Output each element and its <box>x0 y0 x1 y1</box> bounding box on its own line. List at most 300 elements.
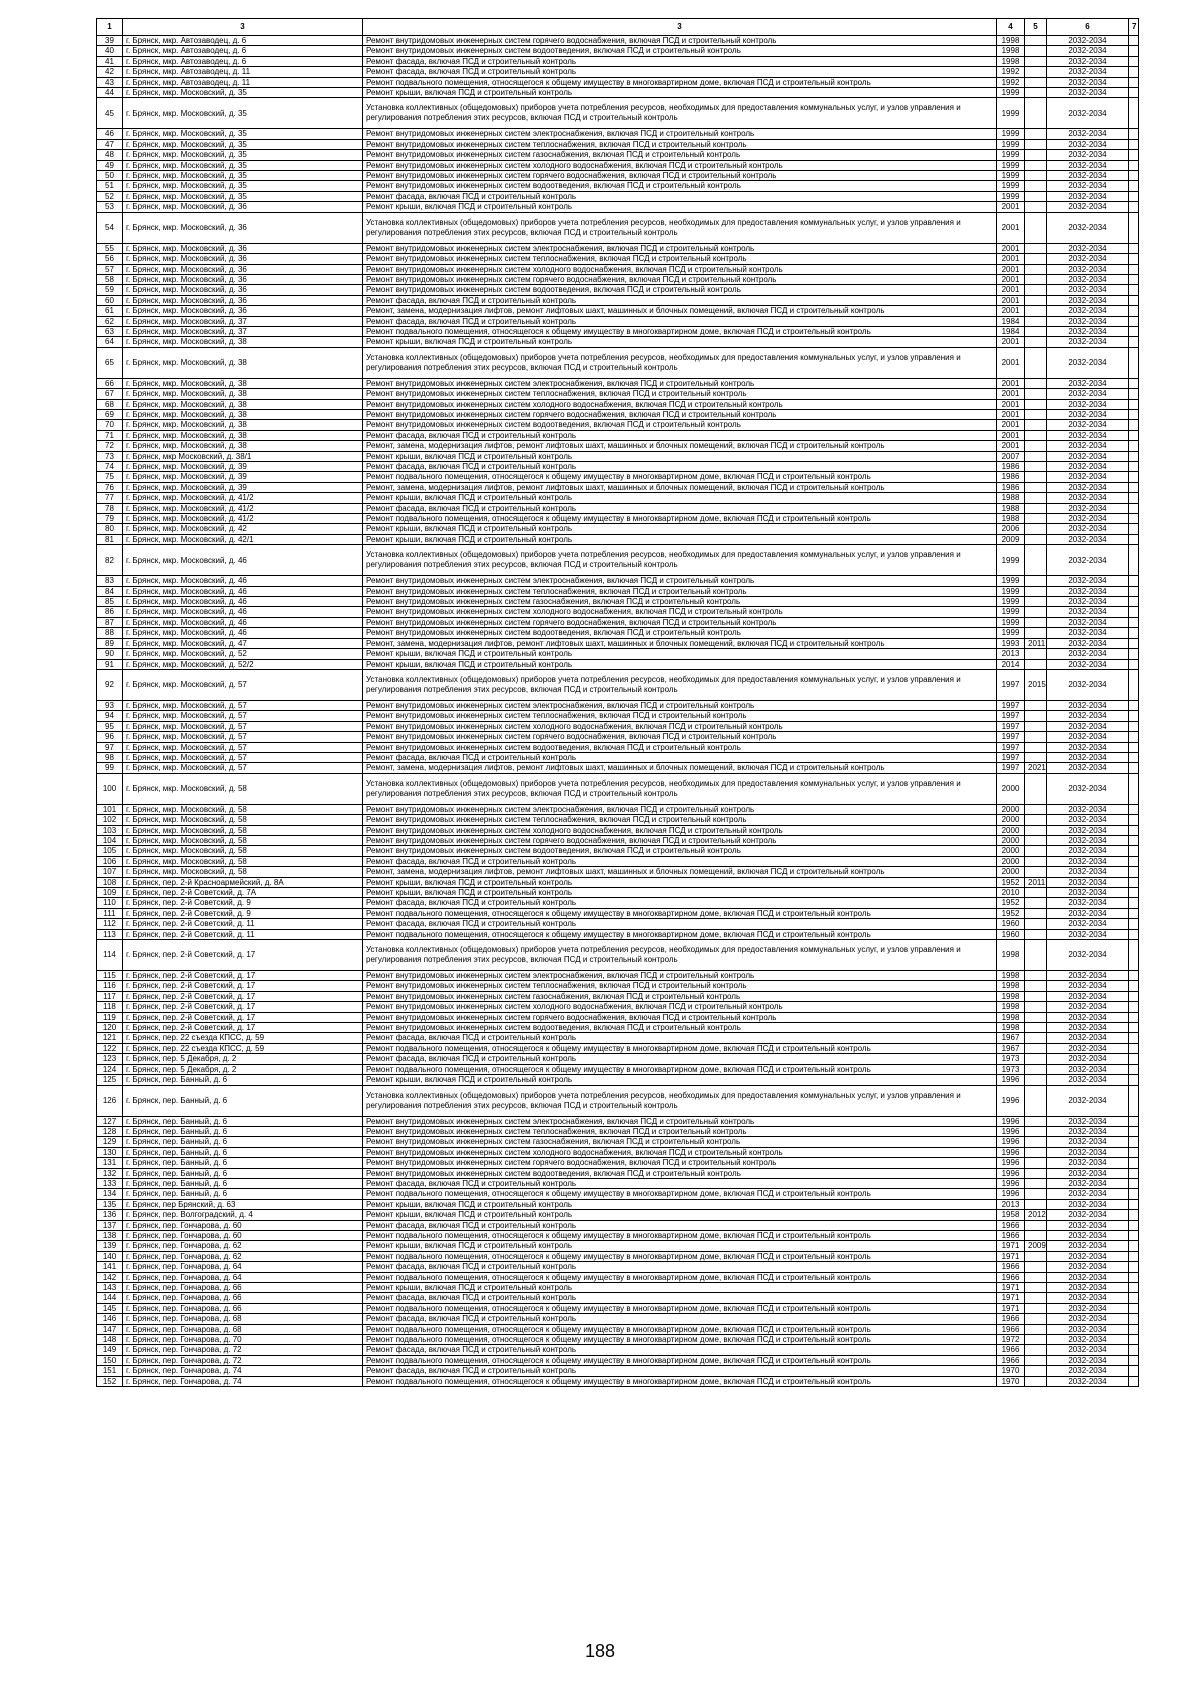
row-number: 75 <box>97 472 123 482</box>
blank-cell <box>1129 1355 1139 1365</box>
address-cell: г. Брянск, пер. Банный, д. 6 <box>123 1075 363 1085</box>
work-description-cell: Ремонт внутридомовых инженерных систем теплоснабжения, включая ПСД и строительный контроль <box>363 389 997 399</box>
year-repaired-cell <box>1025 1345 1047 1355</box>
year-built-cell: 1998 <box>997 940 1025 971</box>
year-built-cell: 1999 <box>997 171 1025 181</box>
work-description-cell: Ремонт внутридомовых инженерных систем горячего водоснабжения, включая ПСД и строительный контроль <box>363 835 997 845</box>
header-col-5: 5 <box>1025 19 1047 36</box>
year-built-cell: 1960 <box>997 929 1025 939</box>
table-row <box>97 825 1139 835</box>
work-description-cell: Ремонт внутридомовых инженерных систем электроснабжения, включая ПСД и строительный контроль <box>363 243 997 253</box>
blank-cell <box>1129 534 1139 544</box>
year-repaired-cell <box>1025 378 1047 388</box>
year-repaired-cell <box>1025 649 1047 659</box>
work-description-cell: Ремонт крыши, включая ПСД и строительный контроль <box>363 1075 997 1085</box>
work-description-cell: Ремонт внутридомовых инженерных систем водоотведения, включая ПСД и строительный контроль <box>363 628 997 638</box>
page-number: 188 <box>584 1641 616 1661</box>
year-repaired-cell <box>1025 77 1047 87</box>
year-repaired-cell <box>1025 628 1047 638</box>
table-row <box>97 856 1139 866</box>
row-number: 48 <box>97 150 123 160</box>
work-description-cell: Ремонт крыши, включая ПСД и строительный контроль <box>363 88 997 98</box>
table-row <box>97 171 1139 181</box>
address-cell: г. Брянск, мкр. Московский, д. 35 <box>123 181 363 191</box>
planned-period-cell: 2032-2034 <box>1047 856 1129 866</box>
table-row <box>97 1314 1139 1324</box>
planned-period-cell: 2032-2034 <box>1047 243 1129 253</box>
work-description-cell: Ремонт подвального помещения, относящегося к общему имуществу в многоквартирном доме, включая ПСД и строительный контроль <box>363 1303 997 1313</box>
blank-cell <box>1129 1168 1139 1178</box>
year-repaired-cell <box>1025 607 1047 617</box>
address-cell: г. Брянск, мкр Московский, д. 38/1 <box>123 451 363 461</box>
work-description-cell: Ремонт, замена, модернизация лифтов, ремонт лифтовых шахт, машинных и блочных помещений, включая ПСД и строительный контроль <box>363 638 997 648</box>
planned-period-cell: 2032-2034 <box>1047 1262 1129 1272</box>
table-row <box>97 482 1139 492</box>
address-cell: г. Брянск, мкр. Московский, д. 36 <box>123 264 363 274</box>
blank-cell <box>1129 316 1139 326</box>
planned-period-cell: 2032-2034 <box>1047 503 1129 513</box>
row-number: 103 <box>97 825 123 835</box>
planned-period-cell: 2032-2034 <box>1047 129 1129 139</box>
year-repaired-cell <box>1025 1085 1047 1116</box>
row-number: 148 <box>97 1335 123 1345</box>
blank-cell <box>1129 856 1139 866</box>
table-row <box>97 1251 1139 1261</box>
planned-period-cell: 2032-2034 <box>1047 1199 1129 1209</box>
work-description-cell: Ремонт крыши, включая ПСД и строительный контроль <box>363 337 997 347</box>
table-row <box>97 877 1139 887</box>
planned-period-cell: 2032-2034 <box>1047 752 1129 762</box>
year-built-cell: 2000 <box>997 825 1025 835</box>
planned-period-cell: 2032-2034 <box>1047 306 1129 316</box>
year-built-cell: 1986 <box>997 462 1025 472</box>
year-built-cell: 1960 <box>997 919 1025 929</box>
row-number: 110 <box>97 898 123 908</box>
year-built-cell: 1971 <box>997 1303 1025 1313</box>
table-row <box>97 815 1139 825</box>
work-description-cell: Ремонт подвального помещения, относящегося к общему имуществу в многоквартирном доме, включая ПСД и строительный контроль <box>363 514 997 524</box>
year-built-cell: 1988 <box>997 503 1025 513</box>
planned-period-cell: 2032-2034 <box>1047 919 1129 929</box>
address-cell: г. Брянск, пер. Банный, д. 6 <box>123 1158 363 1168</box>
address-cell: г. Брянск, мкр. Московский, д. 35 <box>123 171 363 181</box>
work-description-cell: Ремонт фасада, включая ПСД и строительный контроль <box>363 898 997 908</box>
year-built-cell: 1971 <box>997 1293 1025 1303</box>
year-repaired-cell <box>1025 191 1047 201</box>
row-number: 97 <box>97 742 123 752</box>
row-number: 95 <box>97 721 123 731</box>
row-number: 105 <box>97 846 123 856</box>
year-built-cell: 1999 <box>997 98 1025 129</box>
address-cell: г. Брянск, пер. 22 съезда КПСС, д. 59 <box>123 1043 363 1053</box>
address-cell: г. Брянск, мкр. Московский, д. 36 <box>123 285 363 295</box>
header-col-6: 6 <box>1047 19 1129 36</box>
year-repaired-cell <box>1025 420 1047 430</box>
planned-period-cell: 2032-2034 <box>1047 835 1129 845</box>
year-repaired-cell <box>1025 1189 1047 1199</box>
table-body <box>97 36 1139 1387</box>
row-number: 61 <box>97 306 123 316</box>
year-repaired-cell <box>1025 212 1047 243</box>
blank-cell <box>1129 815 1139 825</box>
address-cell: г. Брянск, мкр. Московский, д. 36 <box>123 295 363 305</box>
year-repaired-cell <box>1025 202 1047 212</box>
planned-period-cell: 2032-2034 <box>1047 732 1129 742</box>
work-description-cell: Ремонт фасада, включая ПСД и строительный контроль <box>363 1314 997 1324</box>
planned-period-cell: 2032-2034 <box>1047 378 1129 388</box>
blank-cell <box>1129 1178 1139 1188</box>
blank-cell <box>1129 607 1139 617</box>
blank-cell <box>1129 919 1139 929</box>
year-built-cell: 1998 <box>997 971 1025 981</box>
table-row <box>97 1168 1139 1178</box>
address-cell: г. Брянск, пер. Волгоградский, д. 4 <box>123 1210 363 1220</box>
planned-period-cell: 2032-2034 <box>1047 1023 1129 1033</box>
table-row <box>97 1303 1139 1313</box>
blank-cell <box>1129 441 1139 451</box>
blank-cell <box>1129 1033 1139 1043</box>
work-description-cell: Ремонт внутридомовых инженерных систем теплоснабжения, включая ПСД и строительный контроль <box>363 711 997 721</box>
year-built-cell: 2001 <box>997 254 1025 264</box>
row-number: 65 <box>97 347 123 378</box>
planned-period-cell: 2032-2034 <box>1047 1137 1129 1147</box>
row-number: 67 <box>97 389 123 399</box>
work-description-cell: Установка коллективных (общедомовых) приборов учета потребления ресурсов, необходимых для предоставления коммунальных услуг, и узлов управления и регулирования потребления этих ресурсов, включая ПСД и строительный контроль <box>363 940 997 971</box>
row-number: 77 <box>97 493 123 503</box>
work-description-cell: Ремонт подвального помещения, относящегося к общему имуществу в многоквартирном доме, включая ПСД и строительный контроль <box>363 1272 997 1282</box>
year-built-cell: 1998 <box>997 1012 1025 1022</box>
address-cell: г. Брянск, мкр. Московский, д. 46 <box>123 597 363 607</box>
address-cell: г. Брянск, мкр. Московский, д. 58 <box>123 856 363 866</box>
row-number: 109 <box>97 888 123 898</box>
year-repaired-cell <box>1025 1324 1047 1334</box>
row-number: 85 <box>97 597 123 607</box>
year-built-cell: 1999 <box>997 160 1025 170</box>
planned-period-cell: 2032-2034 <box>1047 472 1129 482</box>
row-number: 50 <box>97 171 123 181</box>
year-built-cell: 1999 <box>997 129 1025 139</box>
planned-period-cell: 2032-2034 <box>1047 700 1129 710</box>
year-built-cell: 1970 <box>997 1366 1025 1376</box>
table-row <box>97 669 1139 700</box>
planned-period-cell: 2032-2034 <box>1047 98 1129 129</box>
table-row <box>97 316 1139 326</box>
address-cell: г. Брянск, мкр. Московский, д. 52 <box>123 649 363 659</box>
blank-cell <box>1129 617 1139 627</box>
table-row <box>97 1189 1139 1199</box>
blank-cell <box>1129 971 1139 981</box>
blank-cell <box>1129 888 1139 898</box>
year-built-cell: 1971 <box>997 1251 1025 1261</box>
blank-cell <box>1129 409 1139 419</box>
blank-cell <box>1129 867 1139 877</box>
table-row <box>97 56 1139 66</box>
year-built-cell: 1999 <box>997 617 1025 627</box>
row-number: 99 <box>97 763 123 773</box>
year-repaired-cell <box>1025 1314 1047 1324</box>
row-number: 133 <box>97 1178 123 1188</box>
year-repaired-cell <box>1025 1043 1047 1053</box>
address-cell: г. Брянск, пер. 2-й Советский, д. 17 <box>123 981 363 991</box>
address-cell: г. Брянск, пер. 2-й Советский, д. 9 <box>123 898 363 908</box>
year-repaired-cell <box>1025 1293 1047 1303</box>
address-cell: г. Брянск, мкр. Московский, д. 57 <box>123 721 363 731</box>
planned-period-cell: 2032-2034 <box>1047 524 1129 534</box>
table-row <box>97 77 1139 87</box>
address-cell: г. Брянск, пер. 2-й Красноармейский, д. 8А <box>123 877 363 887</box>
row-number: 86 <box>97 607 123 617</box>
blank-cell <box>1129 1137 1139 1147</box>
planned-period-cell: 2032-2034 <box>1047 1210 1129 1220</box>
work-description-cell: Ремонт внутридомовых инженерных систем горячего водоснабжения, включая ПСД и строительный контроль <box>363 732 997 742</box>
address-cell: г. Брянск, мкр. Московский, д. 46 <box>123 607 363 617</box>
address-cell: г. Брянск, мкр. Московский, д. 57 <box>123 742 363 752</box>
table-row <box>97 98 1139 129</box>
address-cell: г. Брянск, мкр. Автозаводец, д. 11 <box>123 67 363 77</box>
year-repaired-cell <box>1025 264 1047 274</box>
address-cell: г. Брянск, пер Брянский, д. 63 <box>123 1199 363 1209</box>
year-built-cell: 1998 <box>997 46 1025 56</box>
work-description-cell: Ремонт подвального помещения, относящегося к общему имуществу в многоквартирном доме, включая ПСД и строительный контроль <box>363 326 997 336</box>
address-cell: г. Брянск, мкр. Московский, д. 37 <box>123 326 363 336</box>
year-repaired-cell <box>1025 274 1047 284</box>
year-repaired-cell <box>1025 451 1047 461</box>
row-number: 152 <box>97 1376 123 1386</box>
address-cell: г. Брянск, мкр. Московский, д. 38 <box>123 347 363 378</box>
year-built-cell: 2001 <box>997 212 1025 243</box>
planned-period-cell: 2032-2034 <box>1047 1251 1129 1261</box>
table-row <box>97 721 1139 731</box>
year-built-cell: 2001 <box>997 420 1025 430</box>
year-repaired-cell <box>1025 888 1047 898</box>
planned-period-cell: 2032-2034 <box>1047 181 1129 191</box>
table-row <box>97 1033 1139 1043</box>
year-built-cell: 1966 <box>997 1220 1025 1230</box>
blank-cell <box>1129 638 1139 648</box>
address-cell: г. Брянск, пер. Банный, д. 6 <box>123 1137 363 1147</box>
table-row <box>97 742 1139 752</box>
blank-cell <box>1129 67 1139 77</box>
work-description-cell: Ремонт фасада, включая ПСД и строительный контроль <box>363 430 997 440</box>
work-description-cell: Ремонт фасада, включая ПСД и строительный контроль <box>363 1178 997 1188</box>
blank-cell <box>1129 1335 1139 1345</box>
blank-cell <box>1129 700 1139 710</box>
table-row <box>97 493 1139 503</box>
address-cell: г. Брянск, пер. 2-й Советский, д. 7А <box>123 888 363 898</box>
blank-cell <box>1129 191 1139 201</box>
blank-cell <box>1129 493 1139 503</box>
year-built-cell: 2001 <box>997 378 1025 388</box>
planned-period-cell: 2032-2034 <box>1047 1158 1129 1168</box>
table-row <box>97 264 1139 274</box>
year-built-cell: 2001 <box>997 337 1025 347</box>
table-row <box>97 617 1139 627</box>
table-row <box>97 1230 1139 1240</box>
work-description-cell: Ремонт внутридомовых инженерных систем холодного водоснабжения, включая ПСД и строительный контроль <box>363 1147 997 1157</box>
address-cell: г. Брянск, мкр. Московский, д. 36 <box>123 254 363 264</box>
address-cell: г. Брянск, пер. Банный, д. 6 <box>123 1147 363 1157</box>
row-number: 150 <box>97 1355 123 1365</box>
year-repaired-cell <box>1025 1023 1047 1033</box>
year-built-cell: 1966 <box>997 1314 1025 1324</box>
header-col-3: 3 <box>363 19 997 36</box>
blank-cell <box>1129 1126 1139 1136</box>
year-repaired-cell <box>1025 971 1047 981</box>
row-number: 125 <box>97 1075 123 1085</box>
address-cell: г. Брянск, пер. Банный, д. 6 <box>123 1189 363 1199</box>
blank-cell <box>1129 1085 1139 1116</box>
work-description-cell: Ремонт фасада, включая ПСД и строительный контроль <box>363 67 997 77</box>
planned-period-cell: 2032-2034 <box>1047 493 1129 503</box>
address-cell: г. Брянск, мкр. Московский, д. 35 <box>123 150 363 160</box>
table-row <box>97 649 1139 659</box>
year-repaired-cell <box>1025 1355 1047 1365</box>
row-number: 147 <box>97 1324 123 1334</box>
table-row <box>97 1293 1139 1303</box>
year-repaired-cell <box>1025 285 1047 295</box>
work-description-cell: Ремонт крыши, включая ПСД и строительный контроль <box>363 1199 997 1209</box>
row-number: 78 <box>97 503 123 513</box>
table-row <box>97 1158 1139 1168</box>
planned-period-cell: 2032-2034 <box>1047 482 1129 492</box>
table-row <box>97 1137 1139 1147</box>
address-cell: г. Брянск, мкр. Московский, д. 37 <box>123 316 363 326</box>
year-repaired-cell <box>1025 534 1047 544</box>
work-description-cell: Ремонт фасада, включая ПСД и строительный контроль <box>363 752 997 762</box>
row-number: 57 <box>97 264 123 274</box>
row-number: 84 <box>97 586 123 596</box>
planned-period-cell: 2032-2034 <box>1047 628 1129 638</box>
table-row <box>97 399 1139 409</box>
work-description-cell: Ремонт внутридомовых инженерных систем теплоснабжения, включая ПСД и строительный контроль <box>363 981 997 991</box>
planned-period-cell: 2032-2034 <box>1047 545 1129 576</box>
row-number: 55 <box>97 243 123 253</box>
planned-period-cell: 2032-2034 <box>1047 451 1129 461</box>
address-cell: г. Брянск, мкр. Московский, д. 58 <box>123 846 363 856</box>
work-description-cell: Ремонт внутридомовых инженерных систем холодного водоснабжения, включая ПСД и строительный контроль <box>363 825 997 835</box>
blank-cell <box>1129 1054 1139 1064</box>
work-description-cell: Ремонт фасада, включая ПСД и строительный контроль <box>363 919 997 929</box>
year-built-cell: 1973 <box>997 1064 1025 1074</box>
work-description-cell: Ремонт фасада, включая ПСД и строительный контроль <box>363 856 997 866</box>
row-number: 79 <box>97 514 123 524</box>
work-description-cell: Ремонт фасада, включая ПСД и строительный контроль <box>363 1033 997 1043</box>
year-built-cell: 1952 <box>997 898 1025 908</box>
work-description-cell: Ремонт крыши, включая ПСД и строительный контроль <box>363 877 997 887</box>
year-built-cell: 2000 <box>997 804 1025 814</box>
year-repaired-cell <box>1025 1126 1047 1136</box>
blank-cell <box>1129 940 1139 971</box>
row-number: 83 <box>97 576 123 586</box>
year-repaired-cell: 2015 <box>1025 669 1047 700</box>
planned-period-cell: 2032-2034 <box>1047 1064 1129 1074</box>
planned-period-cell: 2032-2034 <box>1047 462 1129 472</box>
blank-cell <box>1129 742 1139 752</box>
address-cell: г. Брянск, мкр. Московский, д. 38 <box>123 441 363 451</box>
table-row <box>97 1262 1139 1272</box>
year-repaired-cell <box>1025 1251 1047 1261</box>
row-number: 92 <box>97 669 123 700</box>
year-built-cell: 2001 <box>997 295 1025 305</box>
row-number: 117 <box>97 991 123 1001</box>
planned-period-cell: 2032-2034 <box>1047 171 1129 181</box>
blank-cell <box>1129 804 1139 814</box>
table-row <box>97 773 1139 804</box>
year-built-cell: 1998 <box>997 981 1025 991</box>
year-repaired-cell <box>1025 919 1047 929</box>
address-cell: г. Брянск, мкр. Московский, д. 38 <box>123 430 363 440</box>
table-row <box>97 254 1139 264</box>
year-built-cell: 2001 <box>997 202 1025 212</box>
blank-cell <box>1129 181 1139 191</box>
address-cell: г. Брянск, мкр. Московский, д. 57 <box>123 669 363 700</box>
row-number: 143 <box>97 1283 123 1293</box>
planned-period-cell: 2032-2034 <box>1047 77 1129 87</box>
work-description-cell: Ремонт внутридомовых инженерных систем электроснабжения, включая ПСД и строительный контроль <box>363 576 997 586</box>
address-cell: г. Брянск, мкр. Московский, д. 35 <box>123 98 363 129</box>
work-description-cell: Ремонт подвального помещения, относящегося к общему имуществу в многоквартирном доме, включая ПСД и строительный контроль <box>363 1064 997 1074</box>
year-repaired-cell <box>1025 524 1047 534</box>
year-repaired-cell <box>1025 804 1047 814</box>
planned-period-cell: 2032-2034 <box>1047 1189 1129 1199</box>
year-built-cell: 1999 <box>997 139 1025 149</box>
work-description-cell: Ремонт крыши, включая ПСД и строительный контроль <box>363 659 997 669</box>
planned-period-cell: 2032-2034 <box>1047 1366 1129 1376</box>
table-header-row <box>97 19 1139 36</box>
table-row <box>97 1283 1139 1293</box>
year-built-cell: 1992 <box>997 77 1025 87</box>
table-row <box>97 451 1139 461</box>
address-cell: г. Брянск, пер. Гончарова, д. 74 <box>123 1376 363 1386</box>
planned-period-cell: 2032-2034 <box>1047 929 1129 939</box>
year-repaired-cell <box>1025 36 1047 46</box>
address-cell: г. Брянск, пер. 2-й Советский, д. 11 <box>123 929 363 939</box>
table-row <box>97 212 1139 243</box>
address-cell: г. Брянск, мкр. Московский, д. 58 <box>123 825 363 835</box>
blank-cell <box>1129 347 1139 378</box>
year-built-cell: 1952 <box>997 908 1025 918</box>
row-number: 88 <box>97 628 123 638</box>
repair-schedule-table <box>96 18 1139 1387</box>
planned-period-cell: 2032-2034 <box>1047 1168 1129 1178</box>
year-built-cell: 2007 <box>997 451 1025 461</box>
table-row <box>97 1023 1139 1033</box>
year-repaired-cell <box>1025 1064 1047 1074</box>
planned-period-cell: 2032-2034 <box>1047 1230 1129 1240</box>
row-number: 69 <box>97 409 123 419</box>
work-description-cell: Установка коллективных (общедомовых) приборов учета потребления ресурсов, необходимых для предоставления коммунальных услуг, и узлов управления и регулирования потребления этих ресурсов, включая ПСД и строительный контроль <box>363 1085 997 1116</box>
address-cell: г. Брянск, мкр. Московский, д. 41/2 <box>123 503 363 513</box>
work-description-cell: Ремонт крыши, включая ПСД и строительный контроль <box>363 493 997 503</box>
planned-period-cell: 2032-2034 <box>1047 1303 1129 1313</box>
table-row <box>97 46 1139 56</box>
work-description-cell: Ремонт внутридомовых инженерных систем горячего водоснабжения, включая ПСД и строительный контроль <box>363 274 997 284</box>
row-number: 142 <box>97 1272 123 1282</box>
row-number: 72 <box>97 441 123 451</box>
work-description-cell: Ремонт внутридомовых инженерных систем водоотведения, включая ПСД и строительный контроль <box>363 285 997 295</box>
blank-cell <box>1129 1324 1139 1334</box>
year-repaired-cell <box>1025 940 1047 971</box>
planned-period-cell: 2032-2034 <box>1047 971 1129 981</box>
blank-cell <box>1129 202 1139 212</box>
work-description-cell: Ремонт подвального помещения, относящегося к общему имуществу в многоквартирном доме, включая ПСД и строительный контроль <box>363 1043 997 1053</box>
address-cell: г. Брянск, мкр. Московский, д. 47 <box>123 638 363 648</box>
table-row <box>97 1012 1139 1022</box>
row-number: 107 <box>97 867 123 877</box>
work-description-cell: Ремонт крыши, включая ПСД и строительный контроль <box>363 649 997 659</box>
year-repaired-cell <box>1025 326 1047 336</box>
blank-cell <box>1129 378 1139 388</box>
